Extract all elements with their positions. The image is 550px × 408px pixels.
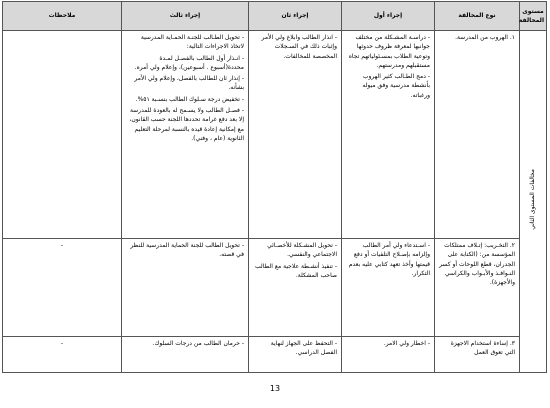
- second-action-cell: [249, 337, 342, 373]
- action-line: - تحويل المشـكلة للأخصـائي الاجتماعي والنفسي.: [267, 242, 337, 259]
- action-line: - دمج الطـالب كثير الهروب بأنشطة مدرسية وفق ميوله ورغباته.: [362, 73, 430, 99]
- first-action-cell: [342, 239, 435, 337]
- page-number: 13: [269, 384, 281, 393]
- level-cell: [520, 31, 547, 373]
- notes-text: -: [60, 340, 64, 347]
- third-action-cell: [122, 31, 249, 239]
- header-first-action: إجراء أول: [342, 2, 435, 31]
- notes-cell: [3, 31, 122, 239]
- header-third-action: إجراء ثالث: [122, 2, 249, 31]
- action-line: - اخطار ولي الامر.: [383, 340, 430, 347]
- action-line: - التحفظ على الجهاز لنهاية الفصل الدراسي.: [270, 340, 337, 357]
- violation-type-cell: [435, 337, 520, 373]
- third-action-cell: [122, 239, 249, 337]
- header-second-action: إجراء ثان: [249, 2, 342, 31]
- action-line: - دراسـة المشـكلة من مختلف جوانبها لمعرفة ظروف حدوثها وتوعية الطلاب بمسـئولياتهم تجاه مستقبلهم ومدرستهم.: [348, 34, 430, 69]
- first-action-cell: [342, 31, 435, 239]
- table-row: [3, 337, 547, 373]
- third-action-cell: [122, 337, 249, 373]
- violation-type: ١. الهروب من المدرسة.: [455, 34, 515, 41]
- action-line: - اسـتدعاء ولي أمر الطالب وإلزامه بإصـلاح التلفيات أو دفع قيمتها وأخذ تعهد كتابي عليه بعدم التكرار.: [348, 242, 430, 277]
- action-line: - انـذار أول الطالب بالفصـل لمـدة محددة(أسبوع . أسبوعين)، وإعلام ولي أمره.: [134, 54, 244, 71]
- table-row: [3, 31, 547, 239]
- action-line: - إنذار ثان للطالب بالفصل، وإعلام ولي الأمر بشأنه.: [134, 75, 244, 92]
- action-line: - تخفيض درجة سـلوك الطالب بنسـبة ٥١%.: [135, 95, 244, 103]
- notes-cell: [3, 337, 122, 373]
- notes-text: -: [60, 242, 64, 249]
- header-notes: ملاحظات: [3, 2, 122, 31]
- violation-type-cell: [435, 31, 520, 239]
- table-row: [3, 239, 547, 337]
- action-line: - انذار الطالب وابلاغ ولي الأمر وإثبات ذلك في السـجلات المخصصة للمخالفات.: [261, 34, 337, 60]
- header-level: مستوى المخالفة: [520, 2, 547, 31]
- violation-type: ٣. إساءة استخدام الاجهزة التي تعوق العمل: [450, 340, 515, 357]
- action-line: - تحويل الطالب للجنة الحماية المدرسية للنظر في قصته.: [130, 242, 244, 259]
- table-header-row: [3, 2, 547, 31]
- second-action-cell: [249, 31, 342, 239]
- second-action-cell: [249, 239, 342, 337]
- violations-table: [2, 1, 547, 373]
- notes-cell: [3, 239, 122, 337]
- action-line: - تحويل الطـالب للجنـة الحمـاية المدرسية لاتخاذ الاجراءات التالية:: [140, 34, 244, 51]
- level-label: مخالفات المستوى الثاني: [529, 169, 537, 231]
- header-type: نوع المخالفة: [435, 2, 520, 31]
- first-action-cell: [342, 337, 435, 373]
- violation-type-cell: [435, 239, 520, 337]
- violation-type: ٢. التخـريب: إتـلاف ممتلكات المؤسسة من: (الكتابة على الجدران، قطع اللوحات أو كسر النـوافـذ والأبـواب والكراسي والأجهزة).: [439, 242, 515, 287]
- action-line: - تنفيذ أنشـطة علاجية مع الطالب صاحب المشكلة.: [254, 262, 337, 279]
- action-line: - فصـل الطالب ولا يسـمح له بالعودة للمدرسة إلا بعد دفع غرامة تحددها اللجنة حسب القانون، مع إمكانية إعادة قيده بالنسبة لمرحلة التعليم الثانوية (عام ، وفني).: [129, 107, 244, 142]
- action-line: - حرمان الطالب من درجات السلوك.: [152, 340, 244, 347]
